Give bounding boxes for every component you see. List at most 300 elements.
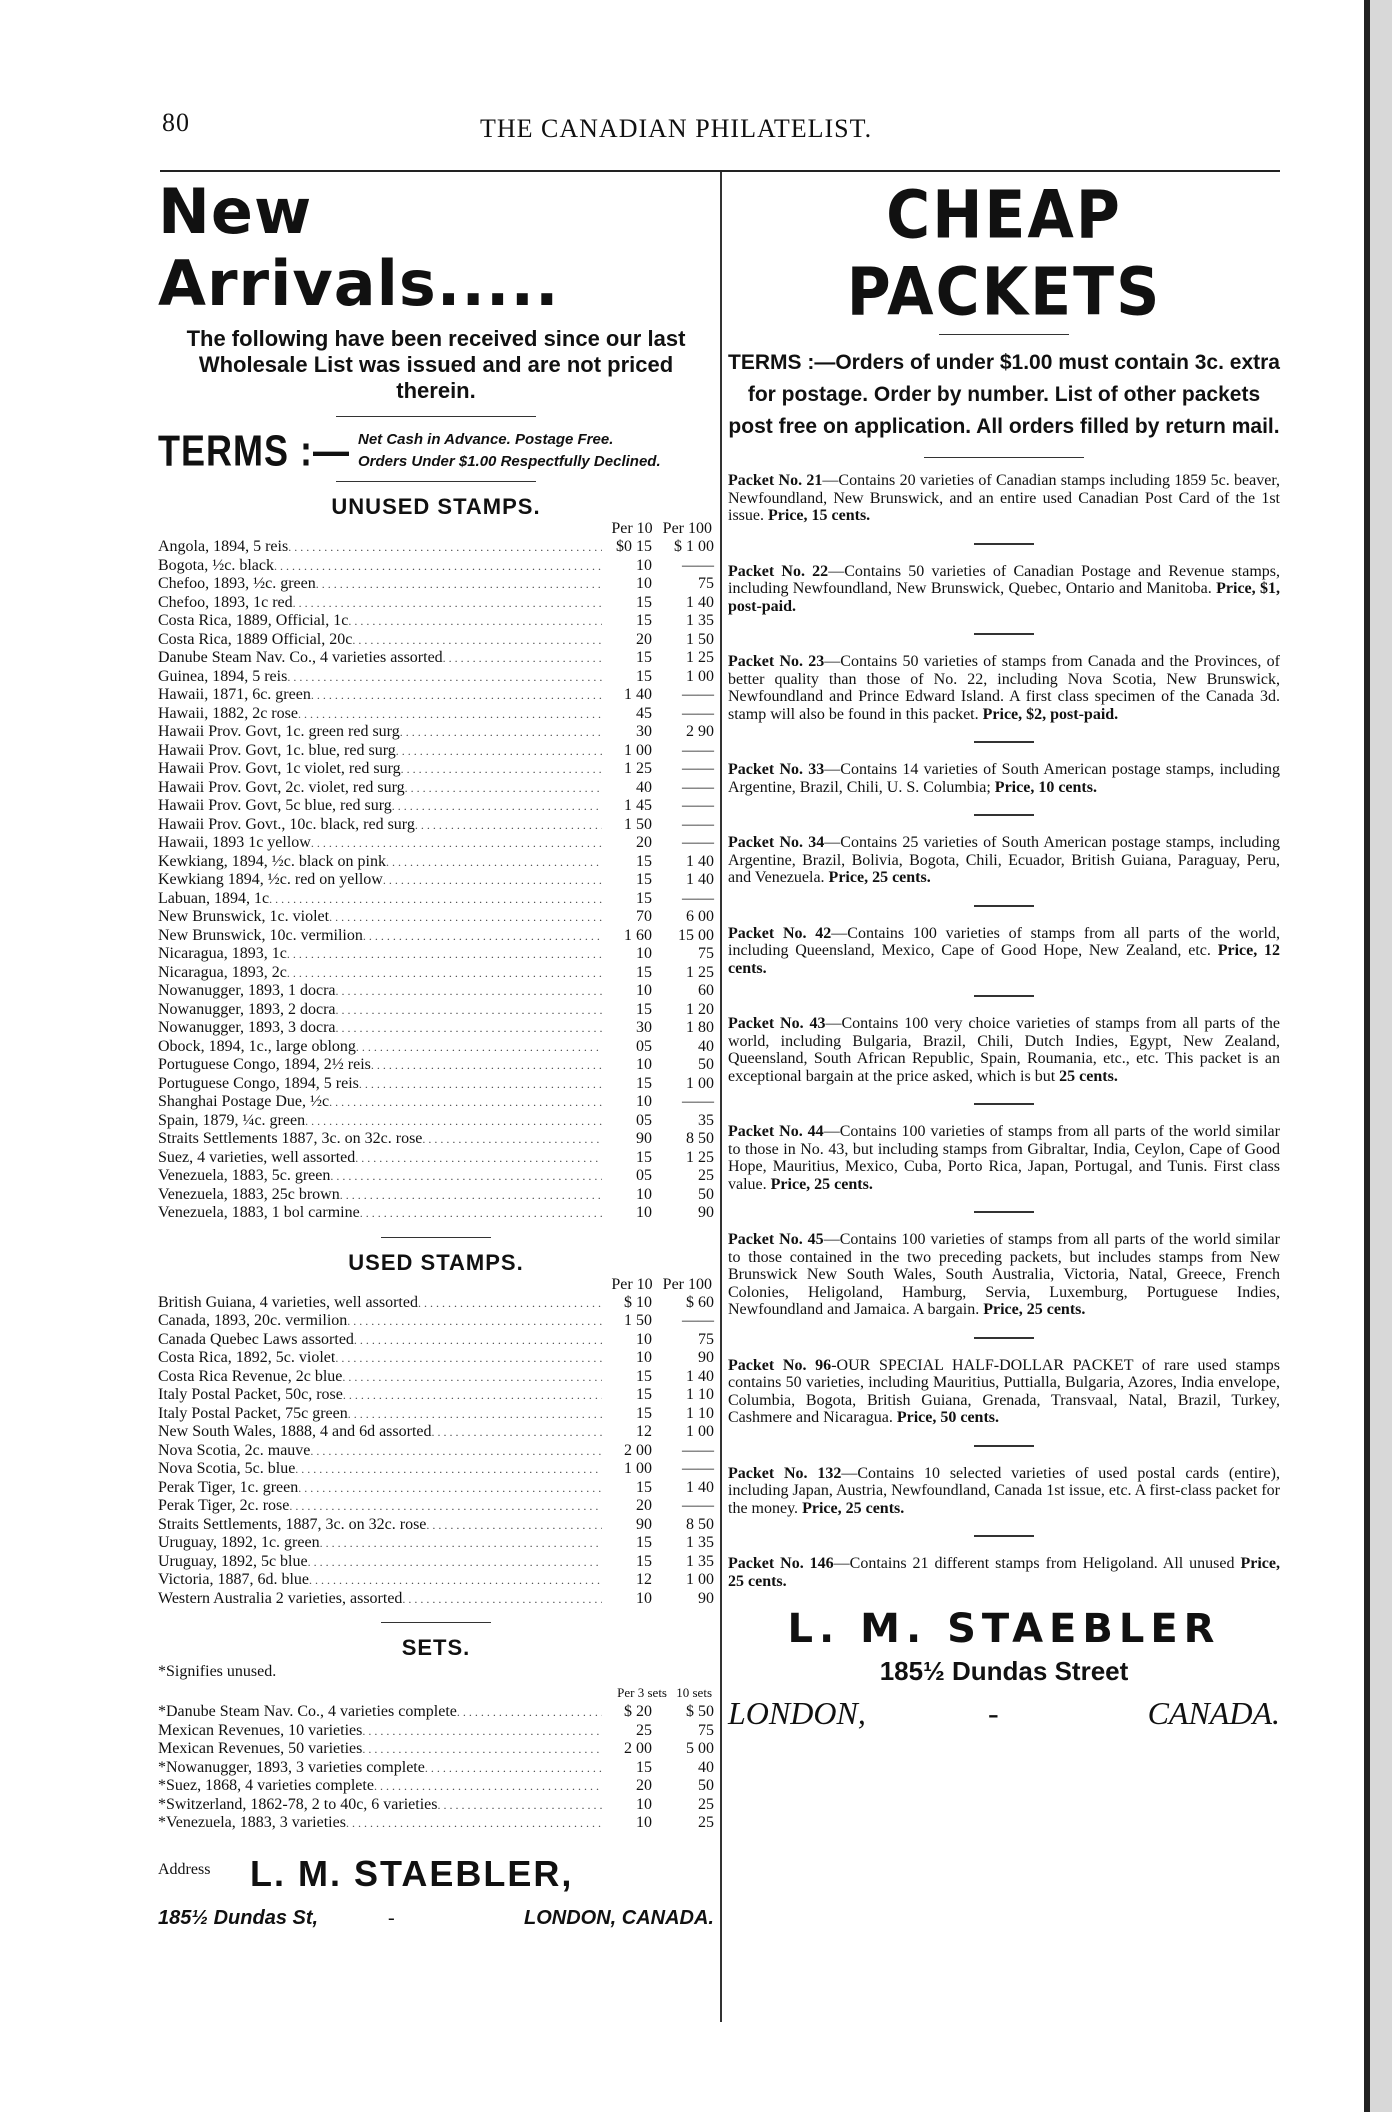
price-per-10: 1 00	[624, 741, 652, 759]
packet-price: Price, $2, post-paid.	[982, 705, 1119, 723]
item-name: Perak Tiger, 2c. rose	[158, 1497, 290, 1514]
item-name: Hawaii, 1893 1c yellow	[158, 834, 311, 851]
leader-dots	[343, 1386, 602, 1405]
item-name: *Danube Steam Nav. Co., 4 varieties complete	[158, 1703, 457, 1720]
leader-dots	[305, 1112, 602, 1131]
price-per-10: 90	[636, 1130, 652, 1147]
price-per-100: 50	[698, 1185, 714, 1203]
price-per-100: 1 00	[686, 1074, 714, 1092]
price-per-100: 1 40	[686, 871, 714, 888]
packet-description: —Contains 10 selected varieties of used postal cards (entire), including Japan, Austria, Newfoundland, Canada 1st issue, etc. A first-class packet for the money.	[728, 1464, 1280, 1517]
leader-dots	[311, 834, 602, 853]
item-name: British Guiana, 4 varieties, well assorted	[158, 1293, 418, 1311]
leader-dots	[363, 927, 602, 946]
price-per-100: ——	[682, 834, 714, 851]
right-terms: TERMS :—Orders of under $1.00 must contain 3c. extra for postage. Order by number. List of other packets post free on application. All orders filled by return mail.	[728, 351, 1280, 438]
sets-list	[158, 1703, 714, 1833]
item-name: Costa Rica Revenue, 2c blue	[158, 1367, 343, 1385]
item-name: Hawaii, 1871, 6c. green	[158, 686, 311, 703]
price-per-100: 1 25	[686, 1148, 714, 1166]
leader-dots	[316, 575, 602, 594]
price-per-100: 1 00	[686, 1423, 714, 1440]
price-row	[158, 1312, 714, 1331]
price-row	[158, 1001, 714, 1020]
left-terms	[158, 425, 714, 475]
leader-dots	[386, 853, 602, 872]
price-row	[158, 1703, 714, 1722]
price-per-10: 90	[636, 1515, 652, 1533]
item-name: Costa Rica, 1889 Official, 20c	[158, 630, 353, 648]
packet-price: Price, 25 cents.	[802, 1499, 905, 1517]
footer-street: 185½ Dundas Street	[879, 1656, 1129, 1686]
address-label: Address	[158, 1860, 211, 1878]
packet-separator	[974, 1445, 1034, 1447]
item-name: *Venezuela, 1883, 3 varieties	[158, 1814, 346, 1831]
price-per-10: $0 15	[616, 538, 652, 555]
price-row	[158, 1056, 714, 1075]
item-name: Angola, 1894, 5 reis	[158, 538, 289, 555]
packet-separator	[974, 905, 1034, 907]
packet-number: Packet No. 22	[728, 562, 829, 580]
leader-dots	[362, 1740, 602, 1759]
leader-dots	[443, 649, 602, 668]
price-row	[158, 1019, 714, 1038]
item-name: Venezuela, 1883, 5c. green	[158, 1167, 331, 1184]
item-name: Suez, 4 varieties, well assorted	[158, 1148, 356, 1166]
price-row	[158, 871, 714, 890]
price-row	[158, 1722, 714, 1741]
divider	[336, 481, 536, 482]
leader-dots	[425, 1759, 602, 1778]
packet-entry	[728, 472, 1280, 525]
price-per-10: 10	[636, 945, 652, 962]
price-per-100: 1 80	[686, 1019, 714, 1036]
price-row	[158, 1534, 714, 1553]
price-per-10: 15	[636, 852, 652, 870]
item-name: Hawaii Prov. Govt, 1c violet, red surg	[158, 760, 401, 777]
price-row	[158, 908, 714, 927]
item-name: Hawaii Prov. Govt, 1c. green red surg	[158, 723, 400, 740]
leader-dots	[426, 1516, 602, 1535]
price-row	[158, 631, 714, 650]
price-per-100: ——	[682, 815, 714, 833]
leader-dots	[274, 557, 602, 576]
leader-dots	[308, 1553, 602, 1572]
price-per-10: 10	[636, 1349, 652, 1366]
price-per-100: 1 20	[686, 1000, 714, 1018]
column-header: Per 3 sets	[617, 1685, 667, 1700]
right-column	[728, 176, 1280, 1735]
price-per-10: 20	[636, 834, 652, 851]
price-row	[158, 1167, 714, 1186]
price-per-100: 1 00	[686, 667, 714, 685]
price-row	[158, 1777, 714, 1796]
right-footer	[728, 1606, 1280, 1735]
item-name: New South Wales, 1888, 4 and 6d assorted	[158, 1423, 432, 1440]
price-row	[158, 834, 714, 853]
leader-dots	[340, 1186, 602, 1205]
leader-dots	[418, 1294, 602, 1313]
price-per-100: 1 10	[686, 1404, 714, 1422]
price-row	[158, 1349, 714, 1368]
item-name: Straits Settlements, 1887, 3c. on 32c. rose	[158, 1515, 427, 1533]
item-name: Nova Scotia, 5c. blue	[158, 1460, 296, 1477]
price-per-10: 15	[636, 1148, 652, 1166]
price-row	[158, 982, 714, 1001]
price-per-10: 10	[636, 1185, 652, 1203]
sets-title: SETS.	[401, 1635, 471, 1660]
price-per-10: 45	[636, 704, 652, 722]
item-name: Hawaii, 1882, 2c rose	[158, 704, 298, 722]
item-name: Nova Scotia, 2c. mauve	[158, 1441, 311, 1459]
packet-description: —Contains 25 varieties of South American postage stamps, including Argentine, Brazil, Bolivia, Bogota, Chili, Ecuador, British Guiana, Paraguay, Peru, and Venezuela.	[728, 834, 1280, 886]
new-arrivals-title: New Arrivals.....	[158, 175, 560, 320]
price-per-100: 1 35	[686, 1534, 714, 1551]
terms-line: Net Cash in Advance. Postage Free.	[358, 431, 614, 448]
price-row	[158, 1442, 714, 1461]
price-per-100: 1 40	[686, 852, 714, 870]
price-row	[158, 1759, 714, 1778]
packet-price: Price, $1, post-paid.	[728, 580, 1281, 615]
item-name: Victoria, 1887, 6d. blue	[158, 1571, 310, 1588]
footer-name: L. M. STAEBLER	[787, 1606, 1221, 1652]
price-per-10: 15	[636, 1367, 652, 1385]
price-row	[158, 1796, 714, 1815]
packet-number: Packet No. 44	[728, 1123, 824, 1140]
item-name: Portuguese Congo, 1894, 5 reis	[158, 1074, 359, 1092]
leader-dots	[354, 1331, 602, 1350]
packet-description: —Contains 100 very choice varieties of stamps from all parts of the world, including Bulgaria, Brazil, Chili, Dutch Indies, Egypt, New Zealand, Queensland, South African Republic, Spain, Roumania, etc., etc. This packet is an exceptional bargain at the price asked, which is but	[728, 1015, 1281, 1085]
item-name: Spain, 1879, ¼c. green	[158, 1111, 306, 1129]
price-per-100: 90	[698, 1589, 714, 1607]
leader-dots	[356, 1038, 602, 1057]
divider	[939, 334, 1069, 335]
packet-number: Packet No. 42	[728, 924, 832, 942]
price-per-100: ——	[682, 1497, 714, 1514]
price-per-10: 15	[636, 1478, 652, 1496]
item-name: Shanghai Postage Due, ½c	[158, 1093, 330, 1110]
leader-dots	[374, 1777, 602, 1796]
item-name: Nicaragua, 1893, 2c	[158, 963, 287, 981]
price-per-100: ——	[682, 741, 714, 759]
price-row	[158, 927, 714, 946]
price-per-100: 25	[698, 1814, 714, 1831]
leader-dots	[362, 1722, 602, 1741]
price-per-10: 10	[636, 1795, 652, 1813]
packet-number: Packet No. 132	[728, 1464, 842, 1482]
price-per-100: 75	[698, 575, 714, 592]
packet-description: —Contains 50 varieties of Canadian Postage and Revenue stamps, including Newfoundland, New Brunswick, Quebec, Ontario and Manitoba.	[728, 562, 1280, 597]
packet-price: Price, 12 cents.	[728, 942, 1281, 977]
price-per-100: 35	[698, 1111, 714, 1129]
price-per-10: 10	[636, 556, 652, 574]
price-per-10: 25	[636, 1721, 652, 1739]
leader-dots	[287, 945, 602, 964]
leader-dots	[293, 594, 602, 613]
packet-number: Packet No. 146	[728, 1555, 834, 1572]
price-per-100: 1 25	[686, 963, 714, 981]
price-row	[158, 779, 714, 798]
item-name: Danube Steam Nav. Co., 4 varieties assorted	[158, 649, 443, 666]
leader-dots	[348, 1405, 602, 1424]
leader-dots	[335, 1349, 602, 1368]
leader-dots	[287, 668, 602, 687]
price-per-10: 20	[636, 1497, 652, 1514]
leader-dots	[336, 1019, 602, 1038]
price-row	[158, 1571, 714, 1590]
packet-separator	[974, 543, 1034, 545]
price-per-10: 15	[636, 1386, 652, 1403]
price-row	[158, 1204, 714, 1223]
price-per-10: 2 00	[624, 1740, 652, 1757]
packet-separator	[974, 1103, 1034, 1105]
page-number: 80	[162, 108, 190, 137]
price-per-100: 8 50	[686, 1515, 714, 1533]
price-row	[158, 705, 714, 724]
price-row	[158, 1590, 714, 1609]
packet-number: Packet No. 33	[728, 761, 825, 778]
leader-dots	[405, 779, 602, 798]
item-name: Nicaragua, 1893, 1c	[158, 945, 287, 962]
price-row	[158, 649, 714, 668]
item-name: Canada, 1893, 20c. vermilion	[158, 1312, 348, 1329]
item-name: Nowanugger, 1893, 2 docra	[158, 1000, 336, 1018]
unused-column-headers	[158, 520, 714, 538]
cheap-packets-title: CHEAP PACKETS	[846, 177, 1162, 331]
price-per-100: $ 1 00	[674, 538, 714, 555]
price-per-10: 10	[636, 1589, 652, 1607]
price-per-10: $ 10	[624, 1293, 652, 1311]
used-column-headers	[158, 1276, 714, 1294]
column-header: 10 sets	[676, 1685, 712, 1700]
address-city: LONDON, CANADA.	[524, 1906, 714, 1929]
divider	[924, 457, 1084, 458]
leader-dots	[359, 1075, 602, 1094]
packet-price: Price, 25 cents.	[828, 869, 931, 886]
price-per-100: ——	[682, 556, 714, 574]
price-row	[158, 742, 714, 761]
leader-dots	[329, 1093, 602, 1112]
packet-description: —Contains 14 varieties of South American postage stamps, including Argentine, Brazil, Chili, U. S. Columbia;	[728, 761, 1280, 796]
price-per-10: $ 20	[624, 1703, 652, 1720]
price-row	[158, 1814, 714, 1833]
price-row	[158, 557, 714, 576]
packet-description: —Contains 100 varieties of stamps from all parts of the world similar to those contained in the two preceding packets, but includes stamps from New Brunswick New South Wales, South Australia, Victoria, Natal, Greece, French Colonies, Heligoland, Hamburg, Servia, Luxemburg, Portuguese Indies, Newfoundland and Jamaica. A bargain.	[728, 1231, 1280, 1318]
sets-note: *Signifies unused.	[158, 1663, 277, 1680]
price-per-10: 1 00	[624, 1460, 652, 1477]
price-per-100: 1 35	[686, 1552, 714, 1570]
price-per-100: 15 00	[678, 926, 714, 944]
packet-description: —Contains 100 varieties of stamps from all parts of the world, including Queensland, Mexico, Cape of Good Hope, New Zealand, etc.	[728, 924, 1280, 959]
packet-separator	[974, 633, 1034, 635]
footer-dash: -	[988, 1695, 999, 1731]
item-name: Uruguay, 1892, 1c. green	[158, 1534, 320, 1551]
price-per-100: ——	[682, 797, 714, 814]
packet-price: Price, 15 cents.	[768, 507, 871, 524]
price-per-100: 1 00	[686, 1571, 714, 1588]
leader-dots	[401, 760, 602, 779]
price-per-100: ——	[682, 778, 714, 796]
price-per-100: ——	[682, 1441, 714, 1459]
price-per-10: 30	[636, 1019, 652, 1036]
price-row	[158, 1423, 714, 1442]
price-per-10: 1 40	[624, 686, 652, 703]
item-name: Uruguay, 1892, 5c blue	[158, 1552, 308, 1570]
item-name: Hawaii Prov. Govt, 1c. blue, red surg	[158, 741, 396, 759]
price-row	[158, 1331, 714, 1350]
item-name: Italy Postal Packet, 75c green	[158, 1404, 348, 1422]
leader-dots	[360, 1204, 602, 1223]
item-name: Hawaii Prov. Govt, 5c blue, red surg	[158, 797, 392, 814]
used-stamps-list	[158, 1294, 714, 1609]
price-per-10: 05	[636, 1167, 652, 1184]
price-per-100: $ 50	[686, 1703, 714, 1720]
leader-dots	[289, 1497, 602, 1516]
item-name: Canada Quebec Laws assorted	[158, 1330, 354, 1348]
leader-dots	[396, 742, 602, 761]
price-row	[158, 594, 714, 613]
leader-dots	[438, 1796, 603, 1815]
leader-dots	[342, 1368, 602, 1387]
packet-separator	[974, 1535, 1034, 1537]
price-per-10: 1 45	[624, 797, 652, 814]
packet-entry	[728, 834, 1280, 887]
terms-line: Orders Under $1.00 Respectfully Declined.	[358, 453, 661, 470]
price-per-100: 1 10	[686, 1386, 714, 1403]
price-per-10: 15	[636, 1758, 652, 1776]
leader-dots	[422, 1130, 602, 1149]
price-per-10: 1 50	[624, 815, 652, 833]
divider	[336, 416, 536, 417]
footer-city-2: CANADA.	[1147, 1695, 1280, 1731]
packet-number: Packet No. 96	[728, 1356, 832, 1374]
price-per-100: 8 50	[686, 1130, 714, 1147]
price-row	[158, 1093, 714, 1112]
price-per-10: 10	[636, 1330, 652, 1348]
item-name: Portuguese Congo, 1894, 2½ reis	[158, 1056, 371, 1073]
price-per-100: 90	[698, 1204, 714, 1221]
price-per-100: 1 50	[686, 630, 714, 648]
packet-entry	[728, 1015, 1280, 1085]
item-name: Kewkiang, 1894, ½c. black on pink	[158, 852, 386, 870]
item-name: Western Australia 2 varieties, assorted	[158, 1589, 403, 1607]
price-per-100: 60	[698, 982, 714, 999]
price-per-100: 40	[698, 1758, 714, 1776]
packet-description: —Contains 20 varieties of Canadian stamps including 1859 5c. beaver, Newfoundland, New Brunswick, and an entire used Canadian Post Card of the 1st issue.	[728, 472, 1281, 524]
unused-stamps-title: UNUSED STAMPS.	[331, 494, 541, 519]
footer-city	[728, 1695, 1280, 1735]
price-per-10: 15	[636, 593, 652, 611]
price-row	[158, 1516, 714, 1535]
packet-separator	[974, 995, 1034, 997]
price-per-10: 10	[636, 1093, 652, 1110]
price-per-10: 10	[636, 982, 652, 999]
price-per-10: 15	[636, 889, 652, 907]
leader-dots	[457, 1703, 602, 1722]
price-per-100: ——	[682, 760, 714, 777]
price-row	[158, 1112, 714, 1131]
packet-entry	[728, 1123, 1280, 1193]
item-name: Nowanugger, 1893, 1 docra	[158, 982, 336, 999]
terms-label: TERMS :—	[158, 425, 350, 475]
left-column	[158, 176, 714, 1933]
leader-dots	[336, 1001, 602, 1020]
price-per-10: 05	[636, 1111, 652, 1129]
leader-dots	[310, 1442, 602, 1461]
price-per-100: 1 40	[686, 1367, 714, 1385]
leader-dots	[269, 890, 602, 909]
item-name: Guinea, 1894, 5 reis	[158, 667, 288, 685]
price-per-10: 15	[636, 649, 652, 666]
price-per-100: 25	[698, 1795, 714, 1813]
packet-separator	[974, 1211, 1034, 1213]
packet-entry	[728, 761, 1280, 796]
item-name: Hawaii Prov. Govt., 10c. black, red surg	[158, 815, 415, 833]
leader-dots	[287, 964, 602, 983]
price-per-10: 15	[636, 1534, 652, 1551]
leader-dots	[288, 538, 602, 557]
left-address	[158, 1853, 714, 1933]
item-name: Labuan, 1894, 1c	[158, 889, 270, 907]
price-per-10: 10	[636, 575, 652, 592]
price-row	[158, 890, 714, 909]
packet-separator	[974, 741, 1034, 743]
price-row	[158, 538, 714, 557]
leader-dots	[298, 705, 602, 724]
price-per-10: 40	[636, 778, 652, 796]
price-row	[158, 1553, 714, 1572]
packet-price: Price, 25 cents.	[728, 1555, 1280, 1590]
footer-city-1: LONDON,	[728, 1695, 866, 1731]
price-per-10: 70	[636, 908, 652, 925]
price-row	[158, 816, 714, 835]
price-row	[158, 1075, 714, 1094]
price-per-10: 20	[636, 630, 652, 648]
price-per-10: 1 25	[624, 760, 652, 777]
price-per-100: 90	[698, 1349, 714, 1366]
price-row	[158, 612, 714, 631]
price-per-100: 1 40	[686, 593, 714, 611]
leader-dots	[336, 982, 602, 1001]
price-row	[158, 945, 714, 964]
item-name: *Switzerland, 1862-78, 2 to 40c, 6 varieties	[158, 1795, 438, 1813]
packet-description: —Contains 50 varieties of stamps from Canada and the Provinces, of better quality than those of No. 22, including Nova Scotia, New Brunswick, Newfoundland and Prince Edward Island. A first class specimen of the Canada 3d. stamp will also be found in this packet.	[728, 653, 1280, 723]
packet-number: Packet No. 23	[728, 653, 825, 670]
packet-price: Price, 10 cents.	[994, 778, 1097, 796]
leader-dots	[348, 612, 602, 631]
price-per-100: 6 00	[686, 908, 714, 925]
price-per-10: 10	[636, 1056, 652, 1073]
price-row	[158, 1386, 714, 1405]
price-per-100: 75	[698, 1330, 714, 1348]
price-row	[158, 1294, 714, 1313]
leader-dots	[352, 631, 602, 650]
item-name: Bogota, ½c. black	[158, 556, 274, 574]
price-per-100: 40	[698, 1037, 714, 1055]
leader-dots	[400, 723, 602, 742]
item-name: Chefoo, 1893, ½c. green	[158, 575, 316, 592]
leader-dots	[295, 1460, 602, 1479]
price-per-100: 50	[698, 1777, 714, 1794]
packet-price: Price, 25 cents.	[770, 1175, 873, 1193]
packet-separator	[974, 814, 1034, 816]
price-per-10: 15	[636, 871, 652, 888]
price-per-100: $ 60	[686, 1293, 714, 1311]
packet-description: -OUR SPECIAL HALF-DOLLAR PACKET of rare used stamps contains 50 varieties, including Mauritius, Puttialla, Bulgaria, Azores, India envelope, Columbia, Bogota, British Guiana, Grenada, Transvaal, Natal, Brazil, Turkey, Cashmere and Nicaragua.	[728, 1356, 1280, 1426]
price-per-10: 12	[636, 1423, 652, 1440]
item-name: Mexican Revenues, 10 varieties	[158, 1721, 363, 1739]
divider	[381, 1622, 491, 1623]
